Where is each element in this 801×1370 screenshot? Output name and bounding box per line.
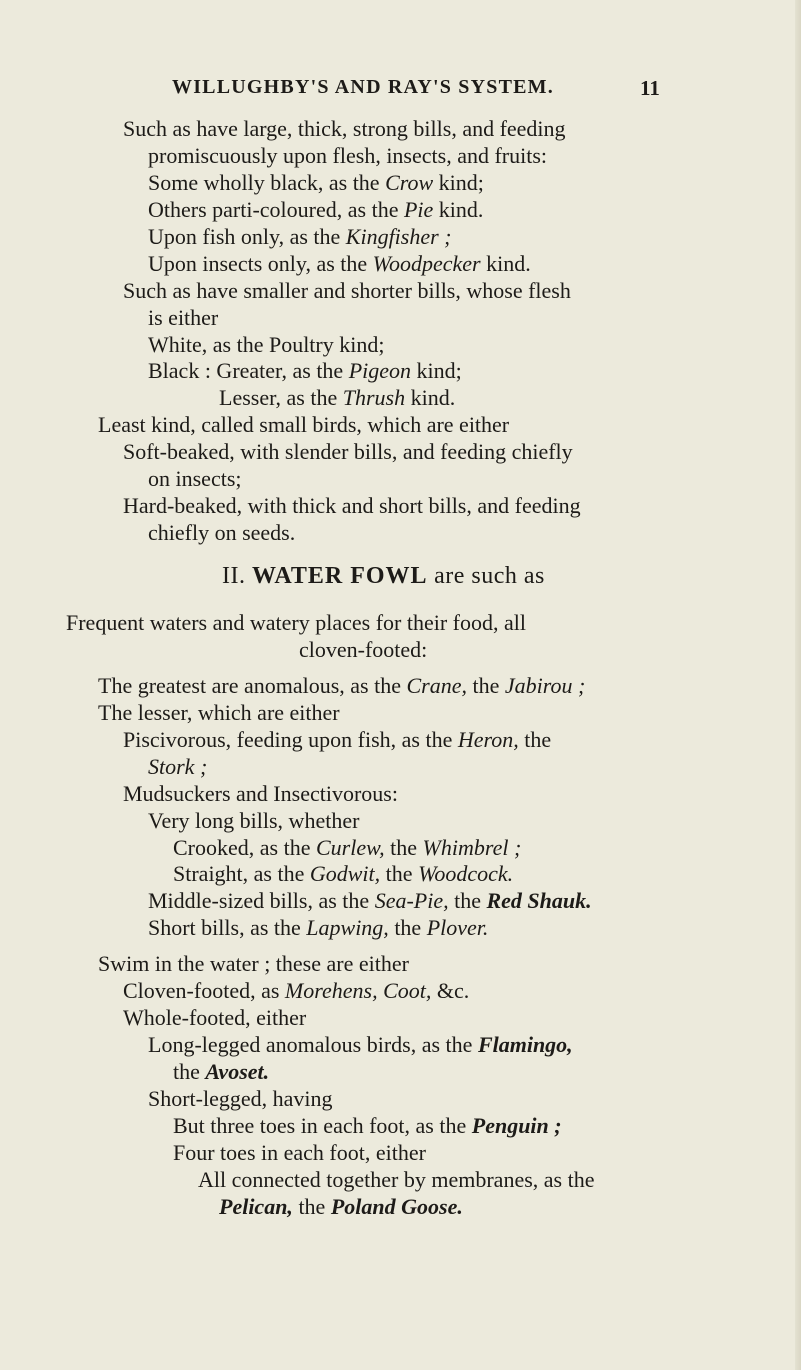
text-line: Such as have large, thick, strong bills, and feeding <box>123 116 566 141</box>
text-line: chiefly on seeds. <box>148 520 296 545</box>
text-line: The lesser, which are either <box>98 700 340 725</box>
text-line: Frequent waters and watery places for their food, all <box>66 610 526 635</box>
text-line: Soft-beaked, with slender bills, and feeding chiefly <box>123 439 573 464</box>
running-title: WILLUGHBY'S AND RAY'S SYSTEM. <box>172 76 554 98</box>
text-line: White, as the Poultry kind; <box>148 332 385 357</box>
text-line: Short-legged, having <box>148 1086 333 1111</box>
section-heading: II. WATER FOWL are such as <box>222 563 545 589</box>
text-line: Very long bills, whether <box>148 808 360 833</box>
text-line: Straight, as the Godwit, the Woodcock. <box>173 861 514 886</box>
running-header <box>0 76 801 106</box>
text-line: Lesser, as the Thrush kind. <box>219 385 456 410</box>
text-line: Upon fish only, as the Kingfisher ; <box>148 224 452 249</box>
text-line: promiscuously upon flesh, insects, and fruits: <box>148 143 548 168</box>
text-line: Swim in the water ; these are either <box>98 951 409 976</box>
text-line: Four toes in each foot, either <box>173 1140 426 1165</box>
page-edge <box>795 0 801 1370</box>
text-line: Pelican, the Poland Goose. <box>219 1194 463 1219</box>
text-line: the Avoset. <box>173 1059 270 1084</box>
text-line: The greatest are anomalous, as the Crane, the Jabirou ; <box>98 673 586 698</box>
text-line: Piscivorous, feeding upon fish, as the Heron, the <box>123 727 552 752</box>
page-number: 11 <box>640 76 660 100</box>
text-line: is either <box>148 305 219 330</box>
text-line: Some wholly black, as the Crow kind; <box>148 170 484 195</box>
text-line: Upon insects only, as the Woodpecker kind. <box>148 251 531 276</box>
text-line: Crooked, as the Curlew, the Whimbrel ; <box>173 835 522 860</box>
text-line: Middle-sized bills, as the Sea-Pie, the Red Shauk. <box>148 888 592 913</box>
text-line: Short bills, as the Lapwing, the Plover. <box>148 915 489 940</box>
text-line: Long-legged anomalous birds, as the Flamingo, <box>148 1032 573 1057</box>
text-line: Mudsuckers and Insectivorous: <box>123 781 398 806</box>
text-line: Black : Greater, as the Pigeon kind; <box>148 358 462 383</box>
text-line: cloven-footed: <box>299 637 428 662</box>
text-line: Whole-footed, either <box>123 1005 307 1030</box>
text-line: Stork ; <box>148 754 208 779</box>
text-line: Cloven-footed, as Morehens, Coot, &c. <box>123 978 470 1003</box>
text-line: But three toes in each foot, as the Penguin ; <box>173 1113 562 1138</box>
text-line: on insects; <box>148 466 242 491</box>
text-line: Such as have smaller and shorter bills, whose flesh <box>123 278 571 303</box>
text-line: Others parti-coloured, as the Pie kind. <box>148 197 484 222</box>
text-line: Least kind, called small birds, which are either <box>98 412 510 437</box>
text-line: Hard-beaked, with thick and short bills, and feeding <box>123 493 581 518</box>
text-line: All connected together by membranes, as the <box>198 1167 595 1192</box>
